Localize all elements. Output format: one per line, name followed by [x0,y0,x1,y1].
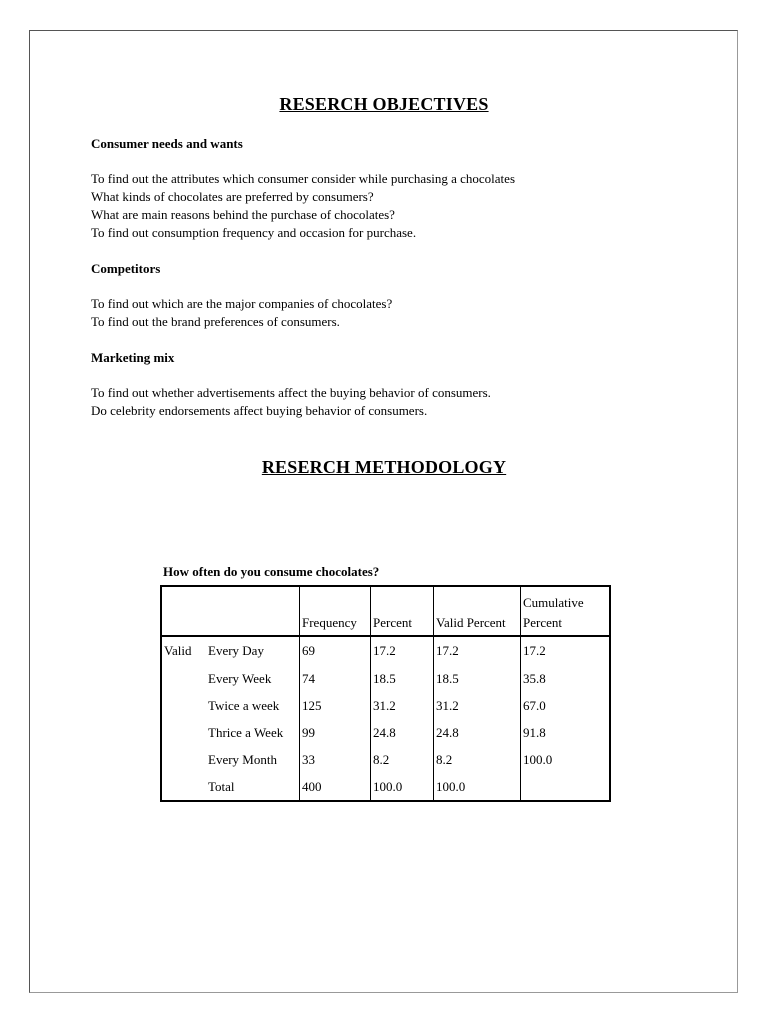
text-line: To find out which are the major companies of chocolates? [91,296,393,311]
group-label: Valid [164,643,192,658]
header-cumulative-line1: Cumulative [523,595,584,610]
group-label-empty [161,746,206,773]
objectives-title: RESERCH OBJECTIVES [279,94,489,114]
section-heading-consumer-needs: Consumer needs and wants [91,136,243,151]
row-label: Thrice a Week [208,724,284,740]
cell-valid-percent: 24.8 [434,719,521,746]
table-row [161,665,610,692]
row-label: Every Week [208,670,272,686]
table-caption: How often do you consume chocolates? [163,564,380,579]
cell-cumulative [521,773,611,801]
table-row [161,636,610,665]
table-row [161,746,610,773]
header-cumulative-percent [521,586,611,636]
text-line: To find out the attributes which consumer consider while purchasing a chocolates [91,171,515,186]
cell-percent: 8.2 [371,746,434,773]
cell-frequency: 33 [300,746,371,773]
cell-percent: 100.0 [371,773,434,801]
row-label: Twice a week [208,697,280,713]
row-label: Every Month [208,751,277,767]
group-label-empty [161,692,206,719]
cell-frequency: 99 [300,719,371,746]
cell-valid-percent: 100.0 [434,773,521,801]
cell-valid-percent: 17.2 [434,636,521,665]
row-label: Every Day [208,643,264,658]
cell-cumulative: 67.0 [521,692,611,719]
section-body-marketing-mix [91,384,491,420]
cell-valid-percent: 8.2 [434,746,521,773]
section-body-competitors [91,295,392,331]
cell-percent: 17.2 [371,636,434,665]
table-row [161,692,610,719]
cell-frequency: 69 [300,636,371,665]
section-heading-competitors: Competitors [91,261,161,276]
cell-frequency: 125 [300,692,371,719]
cell-cumulative: 35.8 [521,665,611,692]
cell-cumulative: 17.2 [521,636,611,665]
header-empty-cell [161,586,206,636]
text-line: To find out consumption frequency and occasion for purchase. [91,225,417,240]
text-line: To find out the brand preferences of consumers. [91,314,340,329]
header-empty-cell [206,586,300,636]
group-label-empty [161,719,206,746]
section-heading-marketing-mix: Marketing mix [91,350,175,365]
header-valid-percent: Valid Percent [434,586,521,636]
cell-frequency: 74 [300,665,371,692]
header-percent: Percent [371,586,434,636]
cell-frequency: 400 [300,773,371,801]
group-label-empty [161,773,206,801]
text-line: What kinds of chocolates are preferred by consumers? [91,189,374,204]
cell-valid-percent: 18.5 [434,665,521,692]
cell-valid-percent: 31.2 [434,692,521,719]
text-line: What are main reasons behind the purchase of chocolates? [91,207,395,222]
cell-percent: 18.5 [371,665,434,692]
section-body-consumer-needs [91,170,515,242]
header-cumulative-line2: Percent [523,615,562,630]
cell-cumulative: 100.0 [521,746,611,773]
row-label: Total [208,778,235,794]
text-line: Do celebrity endorsements affect buying behavior of consumers. [91,403,428,418]
header-frequency: Frequency [300,586,371,636]
cell-percent: 24.8 [371,719,434,746]
table-header-row [161,586,610,636]
text-line: To find out whether advertisements affect the buying behavior of consumers. [91,385,491,400]
frequency-table [160,585,611,802]
methodology-title: RESERCH METHODOLOGY [261,457,507,477]
cell-percent: 31.2 [371,692,434,719]
cell-cumulative: 91.8 [521,719,611,746]
group-label-empty [161,665,206,692]
table-row-total [161,773,610,801]
table-row [161,719,610,746]
